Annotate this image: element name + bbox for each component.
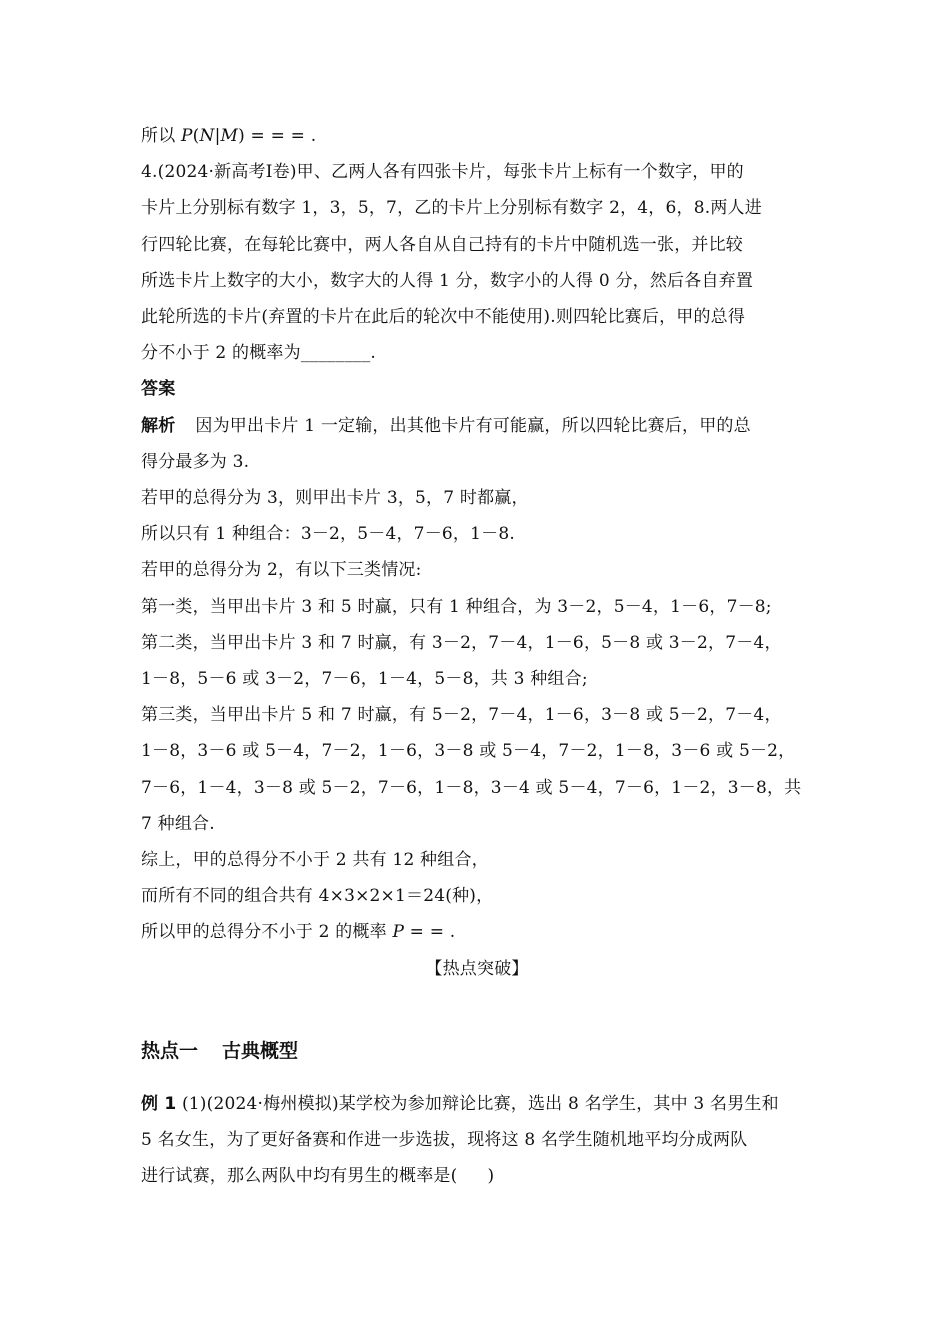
section-label: 热点一 — [141, 1039, 199, 1062]
problem-line: 此轮所选的卡片(弃置的卡片在此后的轮次中不能使用).则四轮比赛后，甲的总得 — [141, 307, 746, 328]
analysis-line: 1－8，3－6 或 5－4，7－2，1－6，3－8 或 5－4，7－2，1－8，3－6 或 5－2， — [141, 741, 796, 762]
math-var: P — [181, 126, 193, 146]
problem-line: 4.(2024·新高考Ⅰ卷)甲、乙两人各有四张卡片，每张卡片上标有一个数字，甲的 — [141, 162, 744, 183]
text-span: 进行试赛，那么两队中均有男生的概率是( — [141, 1166, 458, 1187]
document-page — [141, 118, 813, 1194]
analysis-line — [141, 914, 813, 950]
hot-topics-title: 【热点突破】 — [425, 958, 529, 979]
analysis-line: 所以只有 1 种组合：3－2，5－4，7－6，1－8. — [141, 524, 515, 545]
problem-line: 所选卡片上数字的大小，数字大的人得 1 分，数字小的人得 0 分，然后各自弃置 — [141, 270, 754, 291]
analysis-line: 7 种组合. — [141, 813, 215, 834]
math-var: P — [392, 922, 405, 943]
text-span: 所以 — [141, 126, 182, 146]
example-label: 例 1 — [141, 1093, 177, 1114]
text-span: ( — [192, 126, 200, 146]
analysis-line: 第一类，当甲出卡片 3 和 5 时赢，只有 1 种组合，为 3－2，5－4，1－6，7－8; — [141, 596, 772, 617]
analysis-line: 若甲的总得分为 2，有以下三类情况: — [141, 560, 422, 581]
text-span: ) = = = . — [238, 126, 317, 146]
math-var: N — [199, 126, 215, 146]
section-heading — [141, 1033, 813, 1069]
problem-line: 卡片上分别标有数字 1，3，5，7，乙的卡片上分别标有数字 2，4，6，8.两人进 — [141, 198, 762, 219]
section-title: 古典概型 — [222, 1039, 299, 1062]
example-line — [141, 1158, 813, 1194]
analysis-line: 第三类，当甲出卡片 5 和 7 时赢，有 5－2，7－4，1－6，3－8 或 5－2，7－4， — [141, 705, 782, 726]
example-line — [141, 1086, 813, 1122]
text-span: (1)(2024·梅州模拟)某学校为参加辩论比赛，选出 8 名学生，其中 3 名男生和 — [176, 1093, 779, 1114]
analysis-line: 综上，甲的总得分不小于 2 共有 12 种组合， — [141, 850, 489, 871]
text-span: = = . — [404, 922, 456, 943]
answer-label: 答案 — [141, 379, 176, 400]
analysis-line: 1－8，5－6 或 3－2，7－6，1－4，5－8，共 3 种组合; — [141, 669, 588, 690]
example-line: 5 名女生，为了更好备赛和作进一步选拔，现将这 8 名学生随机地平均分成两队 — [141, 1130, 748, 1151]
analysis-line: 而所有不同的组合共有 4×3×2×1＝24(种)， — [141, 886, 494, 907]
problem-line: 行四轮比赛，在每轮比赛中，两人各自从自己持有的卡片中随机选一张，并比较 — [141, 234, 743, 255]
text-span: | — [214, 126, 221, 146]
analysis-line: 若甲的总得分为 3，则甲出卡片 3，5，7 时都赢， — [141, 488, 529, 509]
text-span: 所以甲的总得分不小于 2 的概率 — [141, 922, 393, 943]
text-span: ) — [487, 1166, 495, 1187]
text-line — [141, 118, 813, 154]
analysis-line — [141, 408, 813, 444]
analysis-line: 得分最多为 3. — [141, 451, 250, 472]
problem-line: 分不小于 2 的概率为________. — [141, 343, 377, 364]
analysis-label: 解析 — [141, 415, 176, 436]
analysis-line: 第二类，当甲出卡片 3 和 7 时赢，有 3－2，7－4，1－6，5－8 或 3－2，7－4， — [141, 632, 782, 653]
text-span: 因为甲出卡片 1 一定输，出其他卡片有可能赢，所以四轮比赛后，甲的总 — [195, 415, 751, 436]
math-var: M — [220, 126, 239, 146]
analysis-line: 7－6，1－4，3－8 或 5－2，7－6，1－8，3－4 或 5－4，7－6，1－2，3－8，共 — [141, 777, 802, 798]
